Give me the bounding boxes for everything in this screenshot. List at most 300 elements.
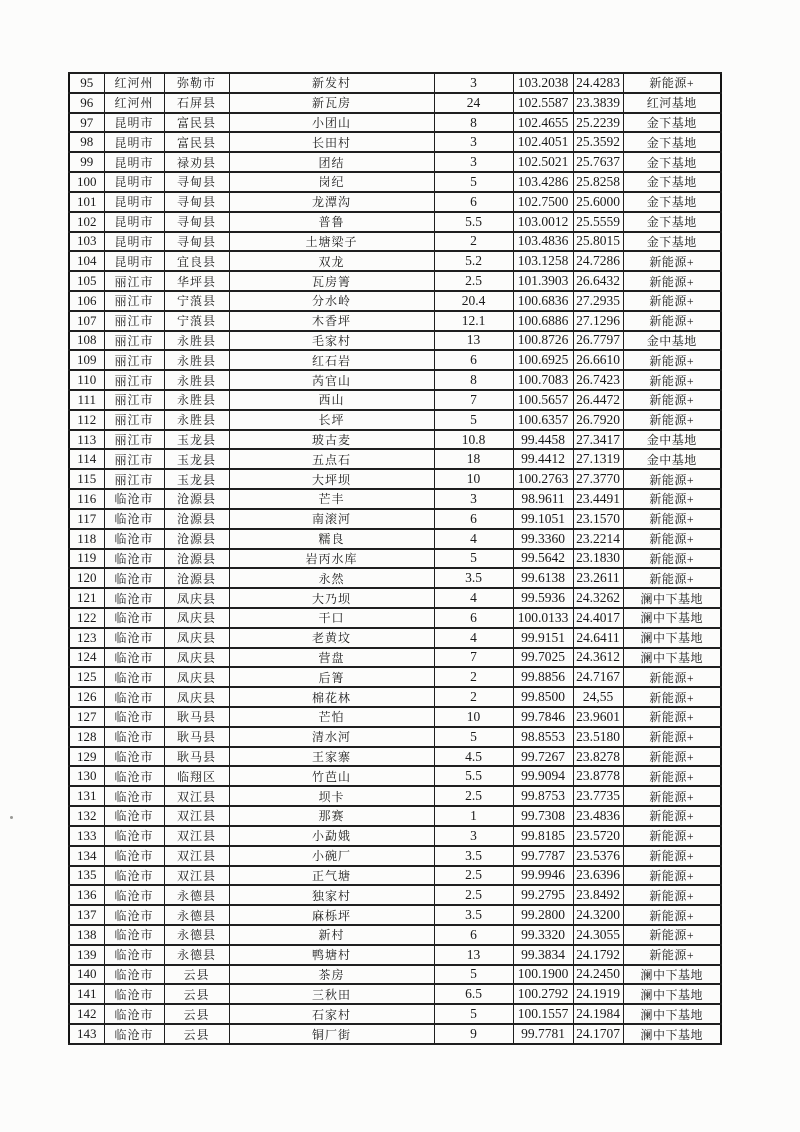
cell-latitude: 25.8015 <box>573 232 623 252</box>
cell-capacity: 3.5 <box>434 905 513 925</box>
cell-capacity: 20.4 <box>434 291 513 311</box>
cell-latitude: 24.3612 <box>573 648 623 668</box>
table-row <box>69 866 721 886</box>
cell-longitude: 100.8726 <box>513 331 573 351</box>
cell-latitude: 23.8492 <box>573 885 623 905</box>
cell-prefecture: 临沧市 <box>104 529 164 549</box>
cell-prefecture: 丽江市 <box>104 291 164 311</box>
cell-longitude: 99.8500 <box>513 687 573 707</box>
table-row <box>69 806 721 826</box>
cell-capacity: 2.5 <box>434 786 513 806</box>
cell-latitude: 23.9601 <box>573 707 623 727</box>
table-row <box>69 350 721 370</box>
cell-row-number: 131 <box>69 786 104 806</box>
cell-longitude: 102.4655 <box>513 113 573 133</box>
cell-row-number: 128 <box>69 727 104 747</box>
cell-category: 金下基地 <box>623 192 721 212</box>
cell-county: 石屏县 <box>164 93 229 113</box>
cell-row-number: 142 <box>69 1004 104 1024</box>
cell-latitude: 26.7920 <box>573 410 623 430</box>
cell-latitude: 26.7423 <box>573 370 623 390</box>
table-row <box>69 667 721 687</box>
cell-latitude: 27.1319 <box>573 449 623 469</box>
cell-row-number: 141 <box>69 984 104 1004</box>
cell-category: 新能源+ <box>623 766 721 786</box>
cell-county: 永德县 <box>164 905 229 925</box>
cell-latitude: 23.3839 <box>573 93 623 113</box>
cell-county: 凤庆县 <box>164 628 229 648</box>
cell-county: 永胜县 <box>164 390 229 410</box>
cell-prefecture: 红河州 <box>104 73 164 93</box>
cell-latitude: 27.3770 <box>573 469 623 489</box>
cell-capacity: 6 <box>434 509 513 529</box>
cell-longitude: 102.7500 <box>513 192 573 212</box>
table-row <box>69 251 721 271</box>
cell-capacity: 10 <box>434 469 513 489</box>
cell-longitude: 99.9151 <box>513 628 573 648</box>
cell-prefecture: 临沧市 <box>104 628 164 648</box>
cell-capacity: 4 <box>434 529 513 549</box>
cell-latitude: 25.3592 <box>573 132 623 152</box>
cell-capacity: 24 <box>434 93 513 113</box>
cell-category: 新能源+ <box>623 291 721 311</box>
cell-longitude: 99.1051 <box>513 509 573 529</box>
table-row <box>69 687 721 707</box>
cell-capacity: 5.2 <box>434 251 513 271</box>
table-row <box>69 132 721 152</box>
cell-county: 宁蒗县 <box>164 311 229 331</box>
cell-prefecture: 昆明市 <box>104 113 164 133</box>
cell-longitude: 99.9946 <box>513 866 573 886</box>
cell-prefecture: 丽江市 <box>104 410 164 430</box>
cell-prefecture: 昆明市 <box>104 132 164 152</box>
cell-site-name: 小勐娥 <box>229 826 434 846</box>
cell-row-number: 112 <box>69 410 104 430</box>
cell-prefecture: 丽江市 <box>104 331 164 351</box>
cell-site-name: 后箐 <box>229 667 434 687</box>
cell-county: 寻甸县 <box>164 212 229 232</box>
cell-row-number: 137 <box>69 905 104 925</box>
cell-longitude: 103.2038 <box>513 73 573 93</box>
cell-latitude: 23.4491 <box>573 489 623 509</box>
cell-county: 永胜县 <box>164 331 229 351</box>
cell-site-name: 大乃坝 <box>229 588 434 608</box>
cell-prefecture: 丽江市 <box>104 350 164 370</box>
cell-county: 凤庆县 <box>164 667 229 687</box>
cell-site-name: 三秋田 <box>229 984 434 1004</box>
cell-longitude: 100.6886 <box>513 311 573 331</box>
cell-row-number: 134 <box>69 846 104 866</box>
cell-longitude: 102.5587 <box>513 93 573 113</box>
cell-latitude: 23.5180 <box>573 727 623 747</box>
cell-longitude: 100.5657 <box>513 390 573 410</box>
cell-latitude: 24.1984 <box>573 1004 623 1024</box>
cell-latitude: 24.7286 <box>573 251 623 271</box>
table-row <box>69 93 721 113</box>
cell-longitude: 99.7025 <box>513 648 573 668</box>
cell-longitude: 98.9611 <box>513 489 573 509</box>
cell-latitude: 26.7797 <box>573 331 623 351</box>
cell-category: 澜中下基地 <box>623 588 721 608</box>
cell-row-number: 113 <box>69 430 104 450</box>
cell-site-name: 麻栎坪 <box>229 905 434 925</box>
cell-row-number: 107 <box>69 311 104 331</box>
cell-site-name: 长田村 <box>229 132 434 152</box>
cell-category: 新能源+ <box>623 410 721 430</box>
cell-site-name: 西山 <box>229 390 434 410</box>
cell-prefecture: 丽江市 <box>104 370 164 390</box>
cell-capacity: 7 <box>434 390 513 410</box>
cell-row-number: 129 <box>69 747 104 767</box>
cell-prefecture: 临沧市 <box>104 549 164 569</box>
cell-category: 新能源+ <box>623 568 721 588</box>
cell-row-number: 110 <box>69 370 104 390</box>
cell-county: 玉龙县 <box>164 430 229 450</box>
cell-county: 富民县 <box>164 132 229 152</box>
table-row <box>69 984 721 1004</box>
cell-longitude: 100.7083 <box>513 370 573 390</box>
cell-county: 永德县 <box>164 925 229 945</box>
cell-prefecture: 昆明市 <box>104 251 164 271</box>
cell-county: 凤庆县 <box>164 608 229 628</box>
table-row <box>69 449 721 469</box>
cell-county: 云县 <box>164 984 229 1004</box>
cell-row-number: 121 <box>69 588 104 608</box>
table-row <box>69 965 721 985</box>
table-row <box>69 766 721 786</box>
cell-capacity: 5 <box>434 727 513 747</box>
cell-county: 永胜县 <box>164 350 229 370</box>
cell-site-name: 芒丰 <box>229 489 434 509</box>
cell-longitude: 99.7787 <box>513 846 573 866</box>
cell-capacity: 2 <box>434 232 513 252</box>
cell-prefecture: 昆明市 <box>104 172 164 192</box>
cell-site-name: 铜厂街 <box>229 1024 434 1044</box>
cell-site-name: 岗纪 <box>229 172 434 192</box>
cell-latitude: 24.6411 <box>573 628 623 648</box>
cell-capacity: 10.8 <box>434 430 513 450</box>
cell-latitude: 23.2611 <box>573 568 623 588</box>
cell-category: 新能源+ <box>623 73 721 93</box>
cell-category: 新能源+ <box>623 846 721 866</box>
cell-category: 澜中下基地 <box>623 648 721 668</box>
cell-county: 沧源县 <box>164 489 229 509</box>
cell-site-name: 五点石 <box>229 449 434 469</box>
cell-prefecture: 临沧市 <box>104 866 164 886</box>
table-row <box>69 311 721 331</box>
cell-county: 富民县 <box>164 113 229 133</box>
cell-capacity: 3.5 <box>434 846 513 866</box>
cell-latitude: 26.6610 <box>573 350 623 370</box>
cell-capacity: 4 <box>434 588 513 608</box>
cell-latitude: 27.3417 <box>573 430 623 450</box>
cell-site-name: 石家村 <box>229 1004 434 1024</box>
cell-longitude: 100.0133 <box>513 608 573 628</box>
cell-site-name: 普鲁 <box>229 212 434 232</box>
cell-capacity: 5 <box>434 549 513 569</box>
cell-capacity: 2.5 <box>434 885 513 905</box>
table-row <box>69 370 721 390</box>
cell-latitude: 24.4017 <box>573 608 623 628</box>
cell-latitude: 25.8258 <box>573 172 623 192</box>
cell-latitude: 25.7637 <box>573 152 623 172</box>
cell-prefecture: 临沧市 <box>104 727 164 747</box>
table-row <box>69 212 721 232</box>
cell-county: 沧源县 <box>164 568 229 588</box>
cell-site-name: 清水河 <box>229 727 434 747</box>
cell-county: 永德县 <box>164 945 229 965</box>
cell-site-name: 王家寨 <box>229 747 434 767</box>
cell-site-name: 正气塘 <box>229 866 434 886</box>
cell-prefecture: 临沧市 <box>104 786 164 806</box>
cell-longitude: 103.4836 <box>513 232 573 252</box>
cell-site-name: 坝卡 <box>229 786 434 806</box>
table-row <box>69 410 721 430</box>
cell-county: 云县 <box>164 1024 229 1044</box>
cell-prefecture: 昆明市 <box>104 192 164 212</box>
cell-longitude: 99.5642 <box>513 549 573 569</box>
cell-longitude: 102.4051 <box>513 132 573 152</box>
cell-site-name: 新瓦房 <box>229 93 434 113</box>
cell-category: 金下基地 <box>623 232 721 252</box>
cell-latitude: 27.1296 <box>573 311 623 331</box>
scan-speck <box>10 816 13 819</box>
cell-capacity: 3.5 <box>434 568 513 588</box>
cell-site-name: 芒怕 <box>229 707 434 727</box>
table-row <box>69 152 721 172</box>
cell-latitude: 25.2239 <box>573 113 623 133</box>
cell-county: 双江县 <box>164 826 229 846</box>
cell-category: 新能源+ <box>623 786 721 806</box>
cell-capacity: 2.5 <box>434 271 513 291</box>
cell-row-number: 125 <box>69 667 104 687</box>
cell-category: 澜中下基地 <box>623 628 721 648</box>
cell-capacity: 5 <box>434 965 513 985</box>
cell-latitude: 24.3055 <box>573 925 623 945</box>
table-row <box>69 73 721 93</box>
cell-prefecture: 临沧市 <box>104 588 164 608</box>
cell-row-number: 127 <box>69 707 104 727</box>
cell-longitude: 102.5021 <box>513 152 573 172</box>
cell-latitude: 27.2935 <box>573 291 623 311</box>
table-body <box>69 73 721 1044</box>
cell-site-name: 木香坪 <box>229 311 434 331</box>
cell-county: 双江县 <box>164 846 229 866</box>
cell-site-name: 毛家村 <box>229 331 434 351</box>
cell-longitude: 99.3834 <box>513 945 573 965</box>
cell-category: 新能源+ <box>623 667 721 687</box>
cell-county: 耿马县 <box>164 707 229 727</box>
cell-row-number: 103 <box>69 232 104 252</box>
cell-site-name: 永然 <box>229 568 434 588</box>
cell-row-number: 114 <box>69 449 104 469</box>
cell-row-number: 124 <box>69 648 104 668</box>
cell-longitude: 99.4412 <box>513 449 573 469</box>
cell-county: 凤庆县 <box>164 588 229 608</box>
cell-prefecture: 丽江市 <box>104 449 164 469</box>
cell-capacity: 9 <box>434 1024 513 1044</box>
cell-capacity: 1 <box>434 806 513 826</box>
cell-site-name: 独家村 <box>229 885 434 905</box>
cell-row-number: 105 <box>69 271 104 291</box>
cell-county: 沧源县 <box>164 549 229 569</box>
cell-category: 澜中下基地 <box>623 984 721 1004</box>
cell-longitude: 100.6836 <box>513 291 573 311</box>
cell-prefecture: 临沧市 <box>104 846 164 866</box>
cell-prefecture: 临沧市 <box>104 766 164 786</box>
cell-capacity: 13 <box>434 945 513 965</box>
cell-prefecture: 临沧市 <box>104 747 164 767</box>
cell-category: 金下基地 <box>623 132 721 152</box>
cell-prefecture: 昆明市 <box>104 152 164 172</box>
cell-site-name: 双龙 <box>229 251 434 271</box>
cell-site-name: 糯良 <box>229 529 434 549</box>
cell-latitude: 25.6000 <box>573 192 623 212</box>
cell-row-number: 102 <box>69 212 104 232</box>
cell-capacity: 6 <box>434 925 513 945</box>
cell-site-name: 瓦房箐 <box>229 271 434 291</box>
cell-category: 金中基地 <box>623 331 721 351</box>
cell-county: 弥勒市 <box>164 73 229 93</box>
cell-site-name: 小团山 <box>229 113 434 133</box>
table-row <box>69 192 721 212</box>
cell-row-number: 126 <box>69 687 104 707</box>
cell-latitude: 24.1919 <box>573 984 623 1004</box>
table-row <box>69 430 721 450</box>
cell-row-number: 120 <box>69 568 104 588</box>
cell-capacity: 8 <box>434 370 513 390</box>
cell-longitude: 99.2800 <box>513 905 573 925</box>
cell-capacity: 3 <box>434 152 513 172</box>
table-row <box>69 1004 721 1024</box>
cell-county: 临翔区 <box>164 766 229 786</box>
cell-latitude: 24.7167 <box>573 667 623 687</box>
cell-latitude: 23.4836 <box>573 806 623 826</box>
cell-prefecture: 昆明市 <box>104 212 164 232</box>
cell-prefecture: 临沧市 <box>104 687 164 707</box>
cell-longitude: 99.3320 <box>513 925 573 945</box>
cell-category: 新能源+ <box>623 529 721 549</box>
cell-capacity: 4 <box>434 628 513 648</box>
cell-capacity: 3 <box>434 826 513 846</box>
cell-latitude: 26.6432 <box>573 271 623 291</box>
cell-site-name: 鸭塘村 <box>229 945 434 965</box>
cell-site-name: 老黄坟 <box>229 628 434 648</box>
cell-prefecture: 临沧市 <box>104 648 164 668</box>
table-row <box>69 271 721 291</box>
cell-capacity: 5 <box>434 410 513 430</box>
cell-capacity: 2.5 <box>434 866 513 886</box>
cell-prefecture: 临沧市 <box>104 1004 164 1024</box>
cell-site-name: 分水岭 <box>229 291 434 311</box>
cell-county: 凤庆县 <box>164 687 229 707</box>
cell-row-number: 122 <box>69 608 104 628</box>
cell-county: 华坪县 <box>164 271 229 291</box>
cell-prefecture: 临沧市 <box>104 667 164 687</box>
cell-row-number: 117 <box>69 509 104 529</box>
cell-category: 新能源+ <box>623 905 721 925</box>
cell-capacity: 3 <box>434 489 513 509</box>
cell-category: 澜中下基地 <box>623 965 721 985</box>
cell-county: 玉龙县 <box>164 469 229 489</box>
cell-category: 新能源+ <box>623 370 721 390</box>
cell-county: 寻甸县 <box>164 192 229 212</box>
cell-row-number: 115 <box>69 469 104 489</box>
cell-longitude: 99.9094 <box>513 766 573 786</box>
cell-capacity: 5 <box>434 1004 513 1024</box>
cell-site-name: 玻古麦 <box>229 430 434 450</box>
cell-category: 新能源+ <box>623 806 721 826</box>
cell-capacity: 6 <box>434 350 513 370</box>
cell-row-number: 100 <box>69 172 104 192</box>
table-row <box>69 489 721 509</box>
cell-county: 永胜县 <box>164 410 229 430</box>
cell-longitude: 100.2763 <box>513 469 573 489</box>
cell-prefecture: 昆明市 <box>104 232 164 252</box>
cell-latitude: 24.1707 <box>573 1024 623 1044</box>
cell-row-number: 140 <box>69 965 104 985</box>
table-row <box>69 846 721 866</box>
cell-county: 耿马县 <box>164 727 229 747</box>
cell-site-name: 长坪 <box>229 410 434 430</box>
cell-prefecture: 临沧市 <box>104 489 164 509</box>
cell-county: 沧源县 <box>164 529 229 549</box>
cell-latitude: 24.4283 <box>573 73 623 93</box>
cell-row-number: 118 <box>69 529 104 549</box>
cell-category: 新能源+ <box>623 251 721 271</box>
cell-capacity: 12.1 <box>434 311 513 331</box>
cell-category: 新能源+ <box>623 747 721 767</box>
cell-prefecture: 临沧市 <box>104 568 164 588</box>
cell-category: 新能源+ <box>623 311 721 331</box>
cell-county: 玉龙县 <box>164 449 229 469</box>
cell-prefecture: 临沧市 <box>104 905 164 925</box>
cell-prefecture: 临沧市 <box>104 826 164 846</box>
cell-row-number: 98 <box>69 132 104 152</box>
table-row <box>69 568 721 588</box>
table-row <box>69 509 721 529</box>
cell-longitude: 99.5936 <box>513 588 573 608</box>
cell-site-name: 新村 <box>229 925 434 945</box>
table-row <box>69 291 721 311</box>
cell-site-name: 竹芭山 <box>229 766 434 786</box>
cell-county: 云县 <box>164 965 229 985</box>
cell-longitude: 99.3360 <box>513 529 573 549</box>
table-row <box>69 172 721 192</box>
cell-site-name: 芮官山 <box>229 370 434 390</box>
cell-site-name: 南滚河 <box>229 509 434 529</box>
cell-row-number: 123 <box>69 628 104 648</box>
cell-latitude: 23.2214 <box>573 529 623 549</box>
table-row <box>69 925 721 945</box>
table-row <box>69 905 721 925</box>
cell-prefecture: 丽江市 <box>104 469 164 489</box>
cell-category: 新能源+ <box>623 687 721 707</box>
cell-latitude: 23.5376 <box>573 846 623 866</box>
cell-row-number: 130 <box>69 766 104 786</box>
cell-capacity: 6 <box>434 192 513 212</box>
cell-latitude: 23.8778 <box>573 766 623 786</box>
cell-capacity: 2 <box>434 687 513 707</box>
cell-row-number: 109 <box>69 350 104 370</box>
cell-category: 金下基地 <box>623 212 721 232</box>
cell-latitude: 24.2450 <box>573 965 623 985</box>
cell-prefecture: 丽江市 <box>104 311 164 331</box>
cell-category: 新能源+ <box>623 390 721 410</box>
cell-longitude: 99.4458 <box>513 430 573 450</box>
table-row <box>69 549 721 569</box>
cell-category: 金中基地 <box>623 430 721 450</box>
